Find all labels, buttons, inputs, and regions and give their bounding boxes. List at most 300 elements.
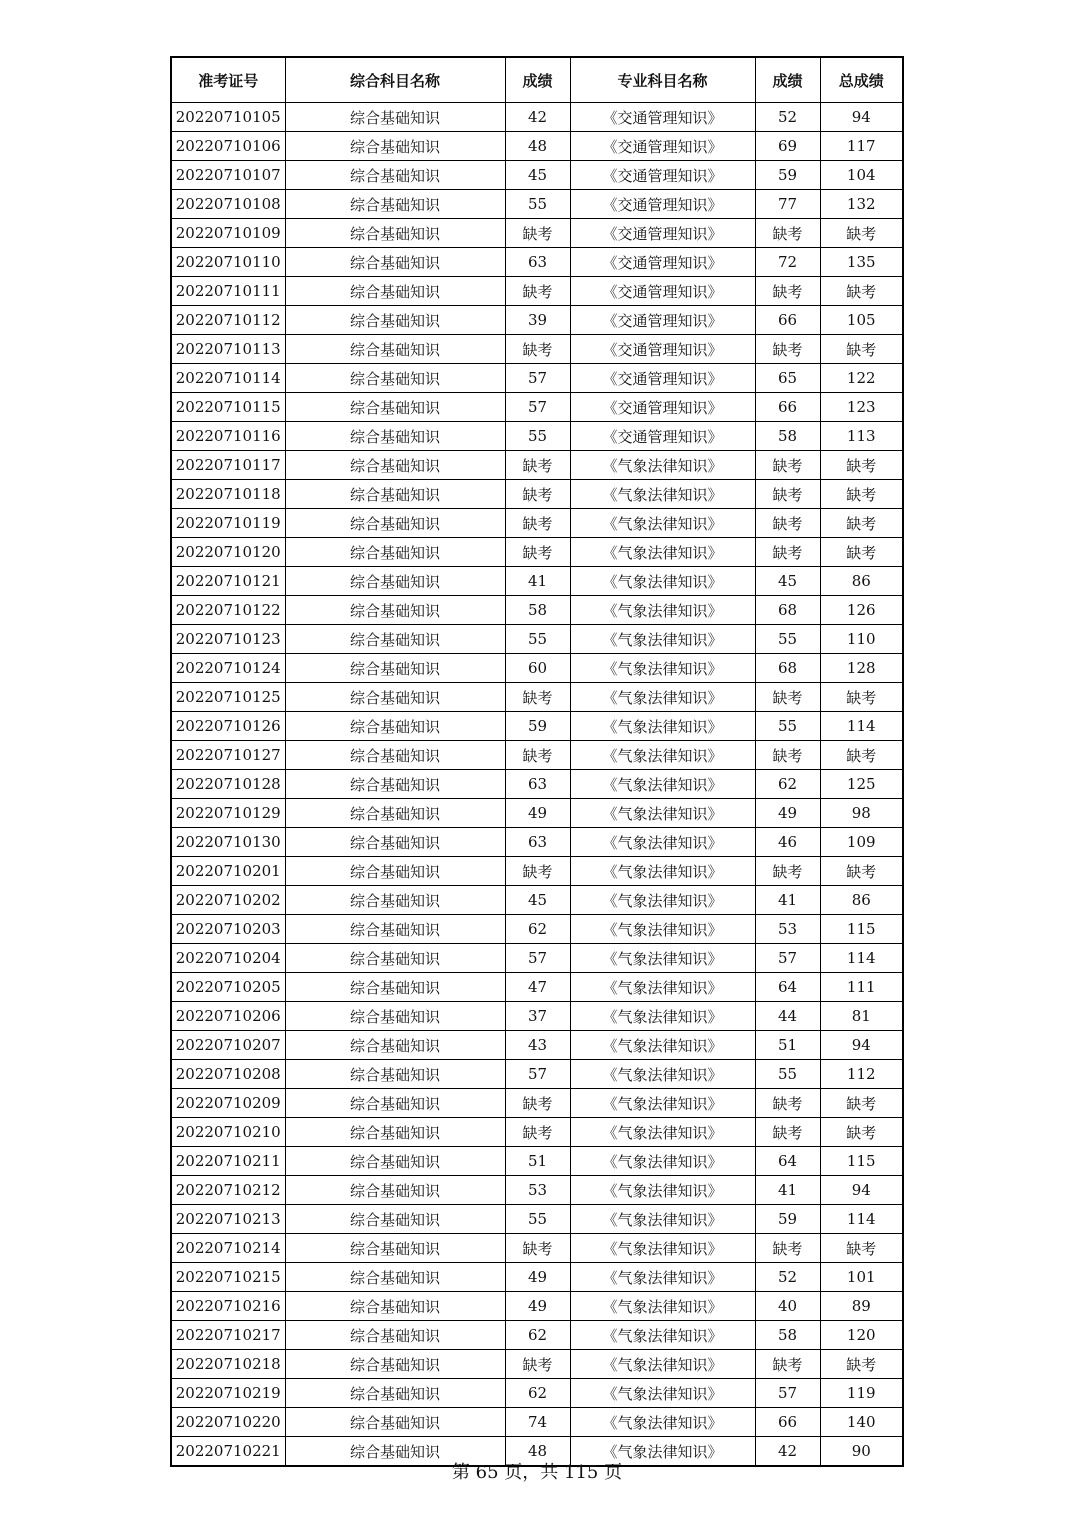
exam-id-cell: 20220710114 xyxy=(171,364,285,393)
total-score-cell: 缺考 xyxy=(820,741,903,770)
table-row xyxy=(171,1379,903,1408)
major-score-cell: 缺考 xyxy=(755,1350,820,1379)
table-row xyxy=(171,1002,903,1031)
major-subject-cell: 《交通管理知识》 xyxy=(570,190,755,219)
major-score-cell: 缺考 xyxy=(755,1234,820,1263)
exam-id-cell: 20220710216 xyxy=(171,1292,285,1321)
general-subject-cell: 综合基础知识 xyxy=(285,1031,505,1060)
general-score-cell: 缺考 xyxy=(505,857,570,886)
major-subject-cell: 《气象法律知识》 xyxy=(570,1437,755,1467)
major-score-cell: 49 xyxy=(755,799,820,828)
exam-id-cell: 20220710126 xyxy=(171,712,285,741)
table-row xyxy=(171,132,903,161)
exam-id-cell: 20220710210 xyxy=(171,1118,285,1147)
major-subject-cell: 《气象法律知识》 xyxy=(570,944,755,973)
major-subject-cell: 《交通管理知识》 xyxy=(570,219,755,248)
major-score-cell: 41 xyxy=(755,1176,820,1205)
table-row xyxy=(171,306,903,335)
general-subject-cell: 综合基础知识 xyxy=(285,1002,505,1031)
general-score-cell: 58 xyxy=(505,596,570,625)
exam-id-cell: 20220710109 xyxy=(171,219,285,248)
general-score-cell: 49 xyxy=(505,1263,570,1292)
exam-id-cell: 20220710218 xyxy=(171,1350,285,1379)
total-score-cell: 110 xyxy=(820,625,903,654)
exam-id-cell: 20220710115 xyxy=(171,393,285,422)
total-score-cell: 缺考 xyxy=(820,277,903,306)
total-score-cell: 缺考 xyxy=(820,480,903,509)
general-subject-cell: 综合基础知识 xyxy=(285,538,505,567)
total-score-cell: 94 xyxy=(820,103,903,132)
exam-id-cell: 20220710202 xyxy=(171,886,285,915)
general-subject-cell: 综合基础知识 xyxy=(285,1350,505,1379)
exam-id-cell: 20220710110 xyxy=(171,248,285,277)
total-score-cell: 109 xyxy=(820,828,903,857)
table-row xyxy=(171,857,903,886)
total-score-cell: 115 xyxy=(820,915,903,944)
exam-id-cell: 20220710130 xyxy=(171,828,285,857)
total-score-cell: 缺考 xyxy=(820,1118,903,1147)
general-subject-cell: 综合基础知识 xyxy=(285,712,505,741)
general-score-cell: 缺考 xyxy=(505,509,570,538)
general-subject-cell: 综合基础知识 xyxy=(285,1379,505,1408)
general-subject-cell: 综合基础知识 xyxy=(285,1060,505,1089)
table-row xyxy=(171,799,903,828)
total-score-cell: 缺考 xyxy=(820,1350,903,1379)
total-score-cell: 126 xyxy=(820,596,903,625)
major-subject-cell: 《气象法律知识》 xyxy=(570,451,755,480)
total-score-cell: 缺考 xyxy=(820,451,903,480)
major-score-cell: 66 xyxy=(755,306,820,335)
general-subject-cell: 综合基础知识 xyxy=(285,1147,505,1176)
major-subject-cell: 《气象法律知识》 xyxy=(570,857,755,886)
major-score-cell: 77 xyxy=(755,190,820,219)
exam-id-cell: 20220710108 xyxy=(171,190,285,219)
table-row xyxy=(171,567,903,596)
column-header-exam-id: 准考证号 xyxy=(171,57,285,103)
table-row xyxy=(171,103,903,132)
general-score-cell: 63 xyxy=(505,770,570,799)
general-subject-cell: 综合基础知识 xyxy=(285,944,505,973)
exam-id-cell: 20220710204 xyxy=(171,944,285,973)
major-subject-cell: 《气象法律知识》 xyxy=(570,915,755,944)
exam-id-cell: 20220710117 xyxy=(171,451,285,480)
general-subject-cell: 综合基础知识 xyxy=(285,973,505,1002)
major-subject-cell: 《气象法律知识》 xyxy=(570,1321,755,1350)
total-score-cell: 113 xyxy=(820,422,903,451)
general-score-cell: 42 xyxy=(505,103,570,132)
major-subject-cell: 《气象法律知识》 xyxy=(570,1002,755,1031)
total-score-cell: 112 xyxy=(820,1060,903,1089)
exam-id-cell: 20220710220 xyxy=(171,1408,285,1437)
column-header-general-subject: 综合科目名称 xyxy=(285,57,505,103)
table-row xyxy=(171,190,903,219)
major-subject-cell: 《交通管理知识》 xyxy=(570,132,755,161)
major-subject-cell: 《气象法律知识》 xyxy=(570,1234,755,1263)
major-score-cell: 68 xyxy=(755,596,820,625)
table-row xyxy=(171,1408,903,1437)
total-score-cell: 94 xyxy=(820,1176,903,1205)
general-score-cell: 59 xyxy=(505,712,570,741)
total-score-cell: 119 xyxy=(820,1379,903,1408)
total-score-cell: 128 xyxy=(820,654,903,683)
general-score-cell: 48 xyxy=(505,1437,570,1467)
total-score-cell: 98 xyxy=(820,799,903,828)
general-score-cell: 63 xyxy=(505,248,570,277)
major-score-cell: 53 xyxy=(755,915,820,944)
general-subject-cell: 综合基础知识 xyxy=(285,306,505,335)
general-score-cell: 55 xyxy=(505,422,570,451)
column-header-major-score: 成绩 xyxy=(755,57,820,103)
major-subject-cell: 《交通管理知识》 xyxy=(570,306,755,335)
exam-id-cell: 20220710121 xyxy=(171,567,285,596)
general-score-cell: 缺考 xyxy=(505,219,570,248)
general-subject-cell: 综合基础知识 xyxy=(285,741,505,770)
general-subject-cell: 综合基础知识 xyxy=(285,596,505,625)
major-score-cell: 55 xyxy=(755,625,820,654)
major-score-cell: 缺考 xyxy=(755,538,820,567)
total-score-cell: 缺考 xyxy=(820,335,903,364)
general-score-cell: 62 xyxy=(505,1321,570,1350)
major-score-cell: 55 xyxy=(755,712,820,741)
table-row xyxy=(171,625,903,654)
major-subject-cell: 《交通管理知识》 xyxy=(570,364,755,393)
major-score-cell: 64 xyxy=(755,973,820,1002)
table-row xyxy=(171,277,903,306)
major-score-cell: 62 xyxy=(755,770,820,799)
major-subject-cell: 《气象法律知识》 xyxy=(570,1292,755,1321)
general-subject-cell: 综合基础知识 xyxy=(285,1089,505,1118)
table-row xyxy=(171,480,903,509)
table-row xyxy=(171,422,903,451)
score-table xyxy=(170,56,904,1467)
general-score-cell: 缺考 xyxy=(505,538,570,567)
total-score-cell: 122 xyxy=(820,364,903,393)
major-subject-cell: 《气象法律知识》 xyxy=(570,1176,755,1205)
table-row xyxy=(171,1089,903,1118)
general-score-cell: 缺考 xyxy=(505,1118,570,1147)
general-score-cell: 57 xyxy=(505,944,570,973)
table-row xyxy=(171,1292,903,1321)
table-row xyxy=(171,712,903,741)
exam-id-cell: 20220710125 xyxy=(171,683,285,712)
total-score-cell: 缺考 xyxy=(820,1234,903,1263)
total-score-cell: 缺考 xyxy=(820,1089,903,1118)
major-score-cell: 缺考 xyxy=(755,857,820,886)
exam-id-cell: 20220710113 xyxy=(171,335,285,364)
major-score-cell: 45 xyxy=(755,567,820,596)
total-score-cell: 114 xyxy=(820,944,903,973)
total-score-cell: 86 xyxy=(820,886,903,915)
general-subject-cell: 综合基础知识 xyxy=(285,277,505,306)
general-subject-cell: 综合基础知识 xyxy=(285,1437,505,1467)
major-score-cell: 72 xyxy=(755,248,820,277)
exam-id-cell: 20220710111 xyxy=(171,277,285,306)
general-subject-cell: 综合基础知识 xyxy=(285,480,505,509)
major-score-cell: 57 xyxy=(755,1379,820,1408)
table-row xyxy=(171,741,903,770)
exam-id-cell: 20220710106 xyxy=(171,132,285,161)
major-score-cell: 缺考 xyxy=(755,741,820,770)
major-score-cell: 缺考 xyxy=(755,509,820,538)
table-row xyxy=(171,1147,903,1176)
exam-id-cell: 20220710215 xyxy=(171,1263,285,1292)
general-subject-cell: 综合基础知识 xyxy=(285,1118,505,1147)
major-subject-cell: 《气象法律知识》 xyxy=(570,1408,755,1437)
general-score-cell: 缺考 xyxy=(505,1089,570,1118)
major-score-cell: 66 xyxy=(755,393,820,422)
major-subject-cell: 《气象法律知识》 xyxy=(570,1263,755,1292)
total-score-cell: 105 xyxy=(820,306,903,335)
column-header-total-score: 总成绩 xyxy=(820,57,903,103)
major-subject-cell: 《气象法律知识》 xyxy=(570,567,755,596)
general-score-cell: 62 xyxy=(505,915,570,944)
general-score-cell: 45 xyxy=(505,886,570,915)
table-row xyxy=(171,1350,903,1379)
total-score-cell: 101 xyxy=(820,1263,903,1292)
major-subject-cell: 《气象法律知识》 xyxy=(570,1350,755,1379)
general-score-cell: 62 xyxy=(505,1379,570,1408)
general-subject-cell: 综合基础知识 xyxy=(285,393,505,422)
general-score-cell: 45 xyxy=(505,161,570,190)
exam-id-cell: 20220710123 xyxy=(171,625,285,654)
table-row xyxy=(171,161,903,190)
general-score-cell: 57 xyxy=(505,364,570,393)
exam-id-cell: 20220710122 xyxy=(171,596,285,625)
exam-id-cell: 20220710221 xyxy=(171,1437,285,1467)
major-score-cell: 51 xyxy=(755,1031,820,1060)
general-subject-cell: 综合基础知识 xyxy=(285,857,505,886)
general-score-cell: 55 xyxy=(505,1205,570,1234)
total-score-cell: 123 xyxy=(820,393,903,422)
major-subject-cell: 《气象法律知识》 xyxy=(570,654,755,683)
table-row xyxy=(171,1205,903,1234)
major-score-cell: 57 xyxy=(755,944,820,973)
exam-id-cell: 20220710205 xyxy=(171,973,285,1002)
exam-id-cell: 20220710217 xyxy=(171,1321,285,1350)
major-subject-cell: 《气象法律知识》 xyxy=(570,712,755,741)
total-score-cell: 114 xyxy=(820,712,903,741)
major-subject-cell: 《气象法律知识》 xyxy=(570,596,755,625)
table-row xyxy=(171,973,903,1002)
total-score-cell: 86 xyxy=(820,567,903,596)
major-score-cell: 缺考 xyxy=(755,219,820,248)
table-row xyxy=(171,509,903,538)
total-score-cell: 81 xyxy=(820,1002,903,1031)
total-score-cell: 140 xyxy=(820,1408,903,1437)
general-score-cell: 缺考 xyxy=(505,480,570,509)
total-score-cell: 132 xyxy=(820,190,903,219)
general-score-cell: 43 xyxy=(505,1031,570,1060)
total-score-cell: 125 xyxy=(820,770,903,799)
general-subject-cell: 综合基础知识 xyxy=(285,451,505,480)
major-score-cell: 缺考 xyxy=(755,1089,820,1118)
general-score-cell: 63 xyxy=(505,828,570,857)
total-score-cell: 缺考 xyxy=(820,509,903,538)
general-subject-cell: 综合基础知识 xyxy=(285,1234,505,1263)
major-subject-cell: 《气象法律知识》 xyxy=(570,828,755,857)
general-score-cell: 缺考 xyxy=(505,277,570,306)
header-row xyxy=(171,57,903,103)
major-subject-cell: 《气象法律知识》 xyxy=(570,480,755,509)
major-score-cell: 缺考 xyxy=(755,277,820,306)
general-subject-cell: 综合基础知识 xyxy=(285,335,505,364)
general-score-cell: 51 xyxy=(505,1147,570,1176)
general-score-cell: 55 xyxy=(505,625,570,654)
exam-id-cell: 20220710206 xyxy=(171,1002,285,1031)
table-row xyxy=(171,596,903,625)
general-score-cell: 39 xyxy=(505,306,570,335)
total-score-cell: 94 xyxy=(820,1031,903,1060)
major-score-cell: 缺考 xyxy=(755,451,820,480)
table-row xyxy=(171,1321,903,1350)
major-subject-cell: 《气象法律知识》 xyxy=(570,973,755,1002)
exam-id-cell: 20220710129 xyxy=(171,799,285,828)
major-subject-cell: 《气象法律知识》 xyxy=(570,799,755,828)
exam-id-cell: 20220710119 xyxy=(171,509,285,538)
major-subject-cell: 《气象法律知识》 xyxy=(570,886,755,915)
exam-id-cell: 20220710209 xyxy=(171,1089,285,1118)
total-score-cell: 缺考 xyxy=(820,857,903,886)
total-score-cell: 缺考 xyxy=(820,219,903,248)
major-score-cell: 65 xyxy=(755,364,820,393)
general-score-cell: 49 xyxy=(505,799,570,828)
total-score-cell: 115 xyxy=(820,1147,903,1176)
major-subject-cell: 《气象法律知识》 xyxy=(570,1147,755,1176)
general-score-cell: 57 xyxy=(505,1060,570,1089)
table-row xyxy=(171,770,903,799)
total-score-cell: 缺考 xyxy=(820,538,903,567)
table-row xyxy=(171,1234,903,1263)
major-subject-cell: 《气象法律知识》 xyxy=(570,625,755,654)
major-subject-cell: 《气象法律知识》 xyxy=(570,770,755,799)
general-score-cell: 37 xyxy=(505,1002,570,1031)
general-subject-cell: 综合基础知识 xyxy=(285,248,505,277)
total-score-cell: 114 xyxy=(820,1205,903,1234)
exam-id-cell: 20220710105 xyxy=(171,103,285,132)
table-row xyxy=(171,1176,903,1205)
table-row xyxy=(171,335,903,364)
general-score-cell: 47 xyxy=(505,973,570,1002)
major-score-cell: 缺考 xyxy=(755,480,820,509)
table-row xyxy=(171,828,903,857)
general-subject-cell: 综合基础知识 xyxy=(285,799,505,828)
major-score-cell: 40 xyxy=(755,1292,820,1321)
general-score-cell: 缺考 xyxy=(505,1234,570,1263)
major-score-cell: 69 xyxy=(755,132,820,161)
general-score-cell: 缺考 xyxy=(505,741,570,770)
major-subject-cell: 《气象法律知识》 xyxy=(570,1031,755,1060)
total-score-cell: 缺考 xyxy=(820,683,903,712)
general-score-cell: 缺考 xyxy=(505,683,570,712)
exam-id-cell: 20220710214 xyxy=(171,1234,285,1263)
exam-id-cell: 20220710213 xyxy=(171,1205,285,1234)
major-subject-cell: 《气象法律知识》 xyxy=(570,1089,755,1118)
exam-id-cell: 20220710124 xyxy=(171,654,285,683)
total-score-cell: 135 xyxy=(820,248,903,277)
major-subject-cell: 《气象法律知识》 xyxy=(570,1205,755,1234)
major-score-cell: 42 xyxy=(755,1437,820,1467)
general-score-cell: 55 xyxy=(505,190,570,219)
general-subject-cell: 综合基础知识 xyxy=(285,190,505,219)
exam-id-cell: 20220710219 xyxy=(171,1379,285,1408)
major-score-cell: 59 xyxy=(755,161,820,190)
table-row xyxy=(171,1060,903,1089)
major-score-cell: 55 xyxy=(755,1060,820,1089)
major-score-cell: 缺考 xyxy=(755,335,820,364)
general-subject-cell: 综合基础知识 xyxy=(285,132,505,161)
table-row xyxy=(171,538,903,567)
major-score-cell: 44 xyxy=(755,1002,820,1031)
major-score-cell: 64 xyxy=(755,1147,820,1176)
table-row xyxy=(171,393,903,422)
table-row xyxy=(171,683,903,712)
general-subject-cell: 综合基础知识 xyxy=(285,828,505,857)
general-subject-cell: 综合基础知识 xyxy=(285,886,505,915)
total-score-cell: 111 xyxy=(820,973,903,1002)
major-score-cell: 68 xyxy=(755,654,820,683)
general-subject-cell: 综合基础知识 xyxy=(285,625,505,654)
general-score-cell: 57 xyxy=(505,393,570,422)
major-subject-cell: 《交通管理知识》 xyxy=(570,335,755,364)
table-row xyxy=(171,451,903,480)
column-header-major-subject: 专业科目名称 xyxy=(570,57,755,103)
general-subject-cell: 综合基础知识 xyxy=(285,567,505,596)
table-row xyxy=(171,944,903,973)
major-score-cell: 66 xyxy=(755,1408,820,1437)
exam-id-cell: 20220710201 xyxy=(171,857,285,886)
general-score-cell: 缺考 xyxy=(505,1350,570,1379)
general-subject-cell: 综合基础知识 xyxy=(285,770,505,799)
general-score-cell: 缺考 xyxy=(505,335,570,364)
major-score-cell: 41 xyxy=(755,886,820,915)
major-subject-cell: 《交通管理知识》 xyxy=(570,103,755,132)
table-row xyxy=(171,248,903,277)
major-subject-cell: 《气象法律知识》 xyxy=(570,509,755,538)
general-subject-cell: 综合基础知识 xyxy=(285,509,505,538)
major-score-cell: 58 xyxy=(755,422,820,451)
total-score-cell: 117 xyxy=(820,132,903,161)
major-subject-cell: 《气象法律知识》 xyxy=(570,1118,755,1147)
exam-id-cell: 20220710127 xyxy=(171,741,285,770)
general-score-cell: 60 xyxy=(505,654,570,683)
major-subject-cell: 《气象法律知识》 xyxy=(570,1379,755,1408)
total-score-cell: 89 xyxy=(820,1292,903,1321)
column-header-general-score: 成绩 xyxy=(505,57,570,103)
exam-id-cell: 20220710203 xyxy=(171,915,285,944)
exam-id-cell: 20220710208 xyxy=(171,1060,285,1089)
exam-id-cell: 20220710118 xyxy=(171,480,285,509)
major-subject-cell: 《交通管理知识》 xyxy=(570,422,755,451)
general-subject-cell: 综合基础知识 xyxy=(285,683,505,712)
general-subject-cell: 综合基础知识 xyxy=(285,161,505,190)
major-subject-cell: 《交通管理知识》 xyxy=(570,248,755,277)
general-subject-cell: 综合基础知识 xyxy=(285,422,505,451)
general-subject-cell: 综合基础知识 xyxy=(285,1263,505,1292)
exam-id-cell: 20220710211 xyxy=(171,1147,285,1176)
major-score-cell: 46 xyxy=(755,828,820,857)
major-subject-cell: 《气象法律知识》 xyxy=(570,1060,755,1089)
table-row xyxy=(171,219,903,248)
major-score-cell: 缺考 xyxy=(755,1118,820,1147)
general-subject-cell: 综合基础知识 xyxy=(285,1205,505,1234)
total-score-cell: 90 xyxy=(820,1437,903,1467)
table-header xyxy=(171,57,903,103)
major-subject-cell: 《交通管理知识》 xyxy=(570,277,755,306)
general-score-cell: 48 xyxy=(505,132,570,161)
general-subject-cell: 综合基础知识 xyxy=(285,1321,505,1350)
table-body xyxy=(171,103,903,1467)
general-score-cell: 缺考 xyxy=(505,451,570,480)
